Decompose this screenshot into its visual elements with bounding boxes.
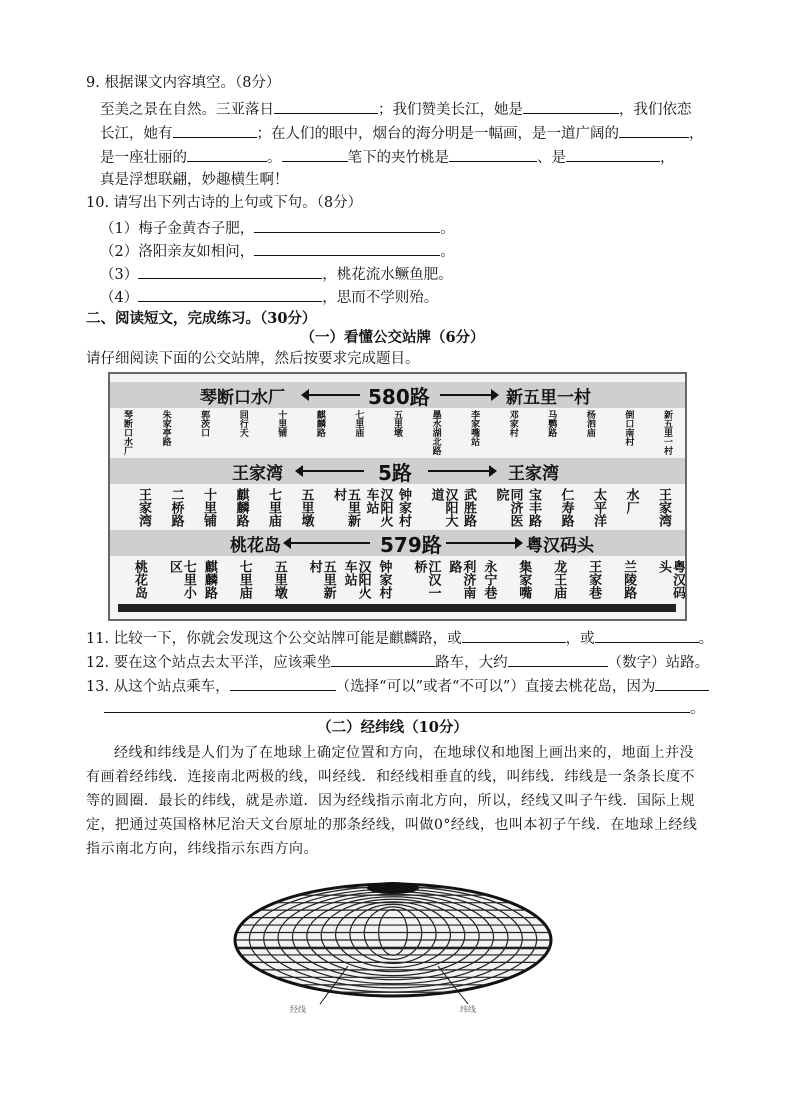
q13-text: （选择“可以”或者“不可以”）直接去桃花岛，因为: [335, 679, 656, 695]
answer-blank[interactable]: [449, 146, 537, 162]
q10-text: （2）洛阳亲友如相问，: [100, 244, 255, 260]
q10-item1: [100, 217, 455, 239]
bus-stop-name: 钟家村: [396, 488, 411, 527]
bus-stop-name: 五里墩: [392, 410, 402, 437]
part2-title: （二）经纬线（10分）: [317, 719, 468, 736]
q10-text: 。: [440, 244, 455, 260]
meridian-label: 经线: [290, 1005, 306, 1014]
bus-stop-name: 七里小区: [166, 560, 196, 599]
q10-text: ，思而不学则殆。: [322, 290, 439, 306]
bus-stop-name: 宝丰路: [526, 488, 541, 527]
bus-stop-name: 郭茨口: [199, 410, 210, 437]
q10-item4: [100, 286, 438, 308]
q13-continued: [104, 697, 705, 719]
bus-stop-name: 集家嘴: [516, 560, 532, 599]
bus-stop-name: 新五里一村: [662, 410, 672, 455]
answer-blank[interactable]: [462, 627, 566, 643]
q12-text: 路车，大约: [435, 655, 508, 671]
bus-stop-name: 麒麟路: [201, 560, 217, 599]
bus-stop-name: 琴断口水厂: [122, 410, 132, 455]
answer-blank[interactable]: [187, 146, 267, 162]
bus-stop-name: 墨水湖北路: [430, 410, 441, 455]
arrow-right-icon: [446, 542, 516, 544]
bus-stop-name: 钟家村: [376, 560, 392, 599]
route-579-header: [110, 530, 685, 556]
bus-stop-name: 朱家亭路: [160, 410, 171, 446]
q9-title: 9. 根据课文内容填空。（8分）: [86, 75, 281, 91]
bus-stop-name: 粤汉码头: [656, 560, 685, 599]
route-580-header: [110, 382, 685, 408]
bus-stop-name: 汉阳火车站: [341, 560, 371, 599]
arrow-left-icon: [302, 470, 364, 472]
q9-text: 笔下的夹竹桃是: [347, 150, 449, 166]
q10-text: （1）梅子金黄杏子肥，: [100, 221, 255, 237]
q9-line1: [100, 98, 692, 120]
q9-text: 至美之景在自然。三亚落日: [100, 102, 274, 118]
bus-stop-name: 回行天: [237, 410, 248, 437]
route-5-header: [110, 458, 685, 484]
route-5-origin: 王家湾: [232, 464, 283, 484]
q9-text: ；我们赞美长江，她是: [378, 102, 523, 118]
arrow-right-icon: [428, 470, 490, 472]
part2-passage: 经线和纬线是人们为了在地球上确定位置和方向，在地球仪和地图上画出来的，地面上并没有画着经纬线．连接南北两极的线，叫经线．和经线相垂直的线，叫纬线．纬线是一条条长度不等的圆圈．最长的纬线，就是赤道．因为经线指示南北方向，所以，经线又叫子午线．国际上规定，把通过英国格林尼治天文台原址的那条经线，叫做0°经线，也叫本初子午线．在地球上经线指示南北方向，纬线指示东西方向。: [86, 745, 698, 857]
sign-footer-bar: [118, 604, 676, 612]
globe-figure: [228, 862, 558, 1022]
q9-text: 长江，她有: [100, 126, 173, 142]
route-580-terminus: 新五里一村: [506, 388, 591, 408]
q9-text: 、是: [537, 150, 566, 166]
bus-stop-name: 龙王庙: [551, 560, 567, 599]
bus-stop-name: 麒麟路: [233, 488, 249, 527]
bus-stop-sign: [108, 372, 687, 621]
q10-text: ，桃花流水鳜鱼肥。: [322, 267, 453, 283]
q9-line3: [100, 146, 675, 168]
bus-stop-name: 杨泗庙: [584, 410, 595, 437]
bus-stop-name: 武胜路: [461, 488, 476, 527]
answer-blank[interactable]: [104, 697, 690, 713]
q11-text: 。: [698, 631, 714, 647]
q9-line2: [100, 122, 704, 144]
bus-stop-name: 麒麟路: [314, 410, 325, 437]
bus-stop-name: 太平洋: [591, 488, 606, 527]
q9-text: ，: [660, 150, 675, 166]
answer-blank[interactable]: [138, 263, 322, 279]
bus-stop-name: 王家湾: [656, 488, 671, 527]
bus-stop-name: 倒口南村: [623, 410, 634, 446]
bus-stop-name: 马鹦路: [546, 410, 557, 437]
q9-text: ；在人们的眼中，烟台的海分明是一幅画，是一道广阔的: [256, 126, 619, 142]
bus-stop-name: 仁寿路: [558, 488, 574, 527]
route-579-terminus: 粤汉码头: [526, 536, 594, 556]
bus-stop-name: 利济南路: [446, 560, 476, 599]
answer-blank[interactable]: [508, 651, 608, 667]
q10-item3: [100, 263, 453, 285]
bus-stop-name: 二桥路: [168, 488, 184, 527]
answer-blank[interactable]: [274, 98, 378, 114]
arrow-right-icon: [440, 394, 492, 396]
bus-stop-name: 江汉一桥: [411, 560, 441, 599]
answer-blank[interactable]: [655, 675, 709, 691]
q10-text: （4）: [100, 290, 139, 306]
answer-blank[interactable]: [282, 146, 348, 162]
part1-intro: 请仔细阅读下面的公交站牌，然后按要求完成题目。: [86, 351, 420, 367]
bus-stop-name: 王家巷: [586, 560, 602, 599]
arrow-left-icon: [308, 394, 360, 396]
q9-text: ，我们依恋: [619, 102, 692, 118]
q11-text: ，或: [565, 631, 595, 647]
q10-text: （3）: [100, 267, 139, 283]
answer-blank[interactable]: [331, 651, 435, 667]
route-579-stops: [110, 560, 685, 606]
bus-stop-name: 汉阳火车站: [363, 488, 393, 527]
answer-blank[interactable]: [230, 675, 336, 691]
globe-grid-graphic: [228, 862, 558, 1022]
q13-text: 。: [690, 701, 705, 717]
bus-stop-name: 李家嘴站: [469, 410, 480, 446]
q9-line4: 真是浮想联翩，妙趣横生啊！: [100, 172, 289, 188]
bus-stop-name: 水厂: [623, 488, 639, 514]
bus-stop-name: 五里墩: [271, 560, 287, 599]
section2-title: 二、阅读短文，完成练习。（30分）: [86, 310, 317, 327]
route-579-origin: 桃花岛: [230, 536, 281, 556]
bus-stop-name: 五里墩: [298, 488, 314, 527]
answer-blank[interactable]: [566, 146, 660, 162]
arrow-left-icon: [290, 542, 370, 544]
q10-text: 。: [440, 221, 455, 237]
bus-stop-name: 汉阳大道: [428, 488, 458, 527]
bus-stop-name: 七里庙: [236, 560, 252, 599]
bus-stop-name: 七里庙: [353, 410, 364, 437]
route-5-terminus: 王家湾: [508, 464, 559, 484]
q12-text: 12. 要在这个站点去太平洋，应该乘坐: [86, 655, 332, 671]
bus-stop-name: 五里新村: [306, 560, 336, 599]
answer-blank[interactable]: [523, 98, 619, 114]
q12-text: （数字）站路。: [607, 655, 710, 671]
answer-blank[interactable]: [254, 217, 440, 233]
answer-blank[interactable]: [138, 286, 322, 302]
bus-stop-name: 五里新村: [331, 488, 360, 527]
q9-text: 。: [267, 150, 282, 166]
bus-stop-name: 七里庙: [266, 488, 281, 527]
bus-stop-name: 王家湾: [136, 488, 151, 527]
route-580-origin: 琴断口水厂: [200, 388, 285, 408]
q10-title: 10. 请写出下列古诗的上句或下句。（8分）: [86, 195, 363, 211]
route-5-number: 5路: [378, 461, 412, 485]
q9-text: 是一座壮丽的: [100, 150, 187, 166]
q11-text: 11. 比较一下，你就会发现这个公交站牌可能是麒麟路，或: [86, 631, 462, 647]
route-580-number: 580路: [368, 385, 430, 409]
q13-text: 13. 从这个站点乘车，: [86, 679, 230, 695]
answer-blank[interactable]: [595, 627, 699, 643]
bus-stop-name: 邓家村: [507, 410, 518, 437]
answer-blank[interactable]: [254, 240, 440, 256]
route-579-number: 579路: [380, 533, 442, 557]
q13: [86, 675, 709, 697]
bus-stop-name: 同济医院: [493, 488, 523, 527]
bus-stop-name: 永宁巷: [481, 560, 497, 599]
q11: [86, 627, 713, 649]
part1-title: （一）看懂公交站牌（6分）: [300, 329, 485, 346]
bus-stop-name: 十里铺: [201, 488, 216, 527]
answer-blank[interactable]: [619, 122, 689, 138]
q10-item2: [100, 240, 455, 262]
parallel-label: 纬线: [460, 1005, 476, 1014]
answer-blank[interactable]: [173, 122, 257, 138]
bus-stop-name: 桃花岛: [132, 560, 147, 599]
q12: [86, 651, 709, 673]
bus-stop-name: 十里铺: [276, 410, 287, 437]
bus-stop-name: 兰陵路: [621, 560, 637, 599]
q9-text: ，: [689, 126, 704, 142]
